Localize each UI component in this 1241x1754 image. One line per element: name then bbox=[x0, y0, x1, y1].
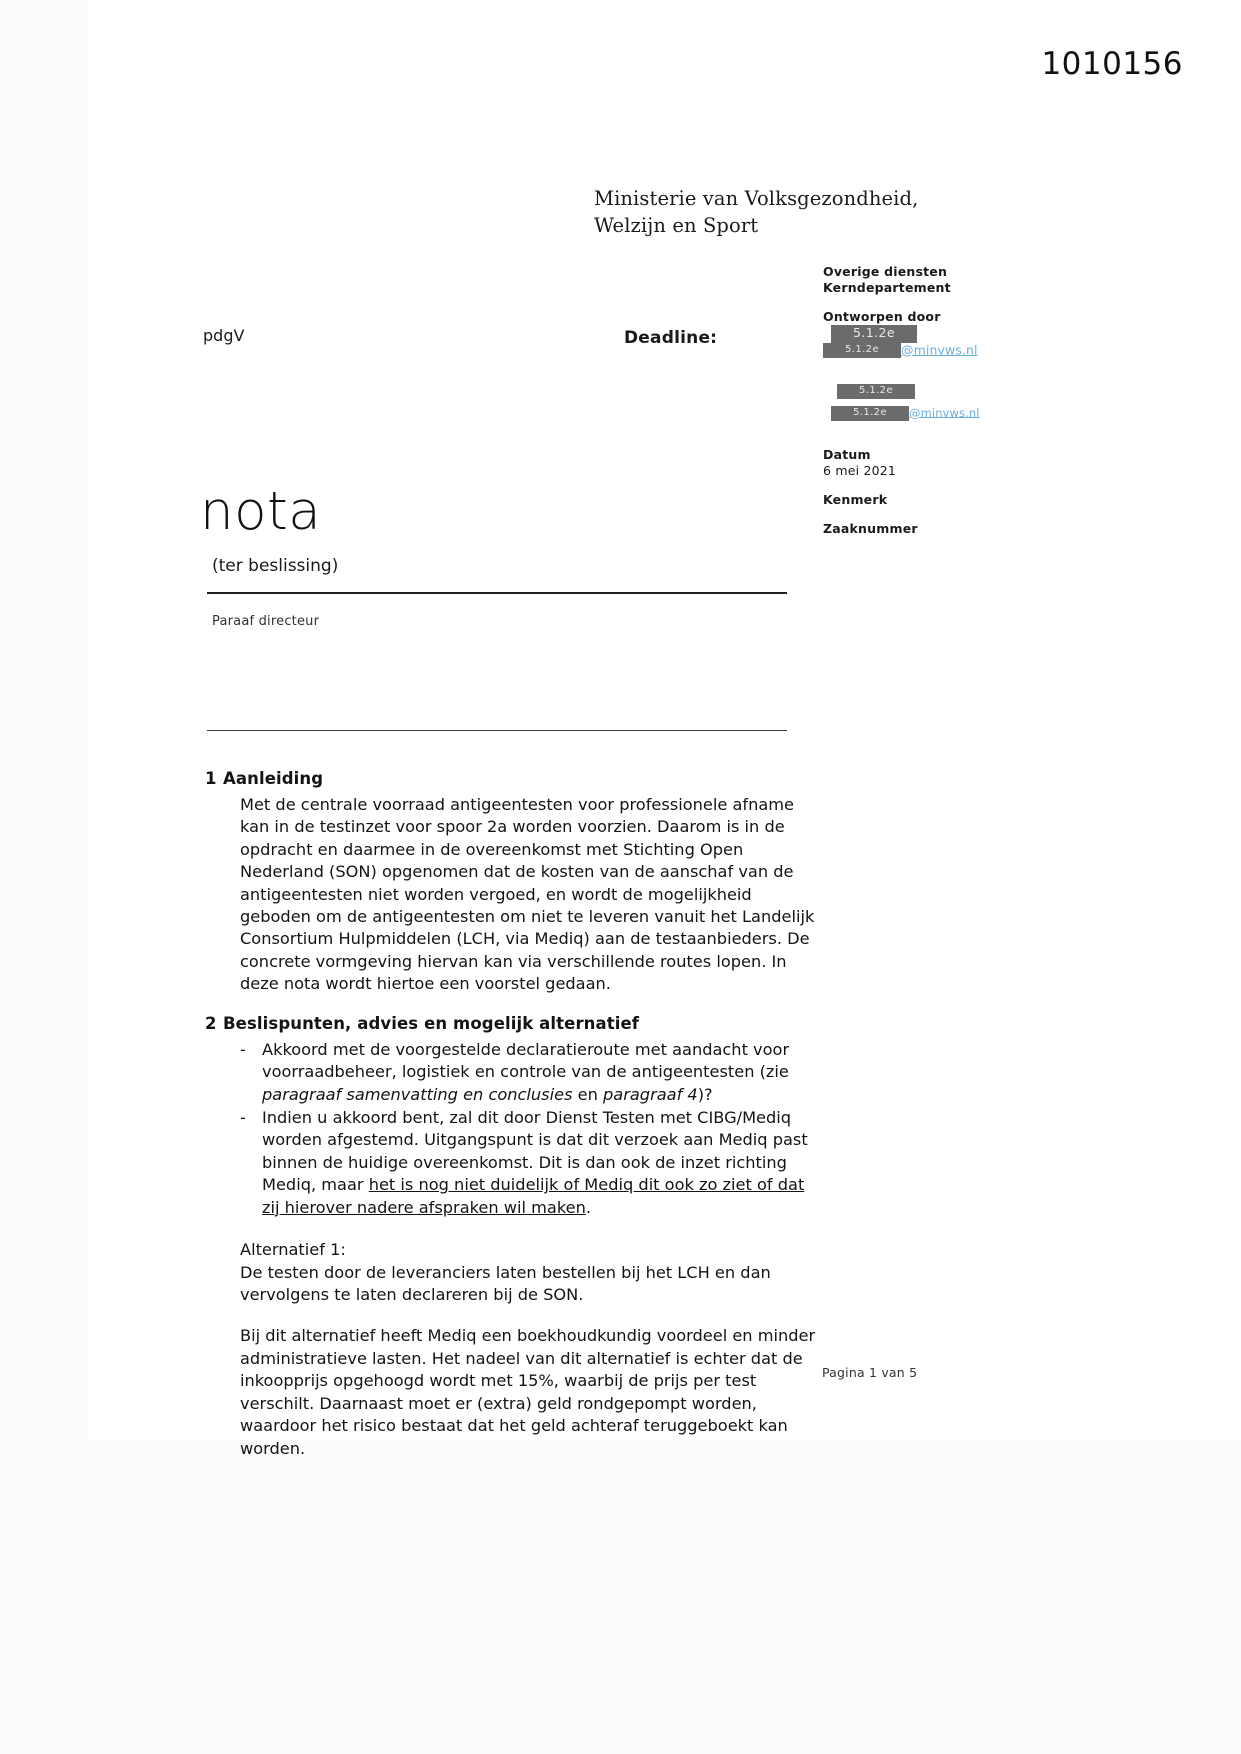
bullet-1-part-2: en bbox=[572, 1084, 604, 1104]
bullet-2-part-2: . bbox=[585, 1197, 592, 1217]
section-2-number: 2 bbox=[205, 1013, 217, 1033]
section-1-paragraph: Met de centrale voorraad antigeentesten voor professionele afname kan in de testinzet voor spoor 2a worden voorzien. Daarom is in de opdracht en daarmee in de overeenkomst met Stichting Open Nederland (SON) opgenomen dat de kosten van de aanschaf van de antigeentesten niet worden vergoed, en wordt de mogelijkheid geboden om de antigeentesten om niet te leveren vanuit het Landelijk Consortium Hulpmiddelen (LCH, via Mediq) aan de testaanbieders. De concrete vormgeving hiervan kan via verschillende routes lopen. In deze nota wordt hiertoe een voorstel gedaan. bbox=[240, 794, 815, 994]
designed-by-label: Ontworpen door bbox=[823, 309, 941, 324]
bullet-1-part-1: Akkoord met de voorgestelde declaratieroute met aandacht voor voorraadbeheer, logistiek en controle van de antigeentesten (zie bbox=[262, 1039, 790, 1082]
ministry-line-2: Welzijn en Sport bbox=[594, 213, 759, 237]
divider-thick bbox=[207, 592, 787, 594]
document-body bbox=[205, 768, 817, 1460]
designer-2-name-row bbox=[823, 384, 1123, 399]
department-line-1: Overige diensten bbox=[823, 264, 948, 279]
list-item bbox=[240, 1107, 817, 1219]
redaction-box: 5.1.2e bbox=[831, 325, 917, 343]
metadata-block bbox=[823, 264, 1123, 537]
section-2-bullet-list bbox=[240, 1039, 817, 1220]
bullet-1-italic-1: paragraaf samenvatting en conclusies bbox=[262, 1084, 573, 1104]
email-domain[interactable]: @minvws.nl bbox=[901, 341, 978, 357]
reference-code: pdgV bbox=[203, 326, 245, 345]
kenmerk-label: Kenmerk bbox=[823, 491, 888, 507]
section-1-number: 1 bbox=[205, 769, 217, 788]
bullet-1-italic-2: paragraaf 4 bbox=[603, 1084, 698, 1104]
deadline-label: Deadline: bbox=[624, 328, 718, 348]
page-title: nota bbox=[200, 481, 322, 542]
designer-1-name-row bbox=[823, 325, 1123, 343]
bullet-2-underlined: het is nog niet duidelijk of Mediq dit ook zo ziet of dat zij hierover nadere afspraken wil maken bbox=[262, 1175, 805, 1217]
designer-1-email-row bbox=[823, 343, 1123, 358]
section-1-title: Aanleiding bbox=[223, 769, 324, 788]
redaction-box: 5.1.2e bbox=[823, 343, 901, 358]
zaaknummer-label: Zaaknummer bbox=[823, 520, 918, 536]
ministry-line-1: Ministerie van Volksgezondheid, bbox=[594, 187, 919, 210]
date-value: 6 mei 2021 bbox=[823, 462, 897, 478]
bullet-dash: - bbox=[240, 1107, 246, 1127]
ministry-logotype bbox=[594, 186, 918, 240]
bullet-1-part-3: )? bbox=[697, 1084, 713, 1104]
section-2-heading bbox=[205, 1013, 817, 1036]
email-domain[interactable]: @minvws.nl bbox=[909, 405, 980, 420]
redaction-box: 5.1.2e bbox=[837, 384, 915, 399]
section-1-body bbox=[240, 794, 817, 996]
department-line-2: Kerndepartement bbox=[823, 280, 951, 295]
document-subtitle: (ter beslissing) bbox=[212, 556, 339, 576]
divider-thin bbox=[207, 730, 787, 731]
list-item bbox=[240, 1039, 817, 1106]
designer-2-email-row bbox=[823, 406, 1123, 421]
alternative-label: Alternatief 1: bbox=[240, 1240, 346, 1260]
bullet-dash: - bbox=[240, 1039, 246, 1059]
paraaf-directeur-label: Paraaf directeur bbox=[212, 614, 320, 629]
alternative-block bbox=[240, 1239, 817, 1460]
date-label: Datum bbox=[823, 446, 871, 462]
scan-edge-bottom bbox=[0, 1439, 1241, 1754]
alternative-detail: Bij dit alternatief heeft Mediq een boekhoudkundig voordeel en minder administratieve lasten. Het nadeel van dit alternatief is echter dat de inkoopprijs opgehoogd wordt met 15%, waarbij de prijs per test verschilt. Daarnaast moet er (extra) geld rondgepompt worden, waardoor het risico bestaat dat het geld achteraf teruggeboekt kan worden. bbox=[240, 1326, 816, 1458]
bullet-2-part-1: Indien u akkoord bent, zal dit door Dienst Testen met CIBG/Mediq worden afgestemd. Uitgangspunt is dat dit verzoek aan Mediq past binnen de huidige overeenkomst. Dit is dan ook de inzet richting Mediq, maar bbox=[262, 1107, 808, 1195]
bullet-1-text bbox=[262, 1039, 817, 1106]
section-2-title: Beslispunten, advies en mogelijk alternatief bbox=[223, 1013, 640, 1033]
page-footer: Pagina 1 van 5 bbox=[822, 1365, 918, 1380]
alternative-paragraph: De testen door de leveranciers laten bestellen bij het LCH en dan vervolgens te laten declareren bij de SON. bbox=[240, 1262, 771, 1304]
document-number: 1010156 bbox=[1041, 46, 1183, 82]
bullet-2-text bbox=[262, 1107, 817, 1219]
section-1-heading bbox=[205, 768, 817, 791]
redaction-box: 5.1.2e bbox=[831, 406, 909, 421]
